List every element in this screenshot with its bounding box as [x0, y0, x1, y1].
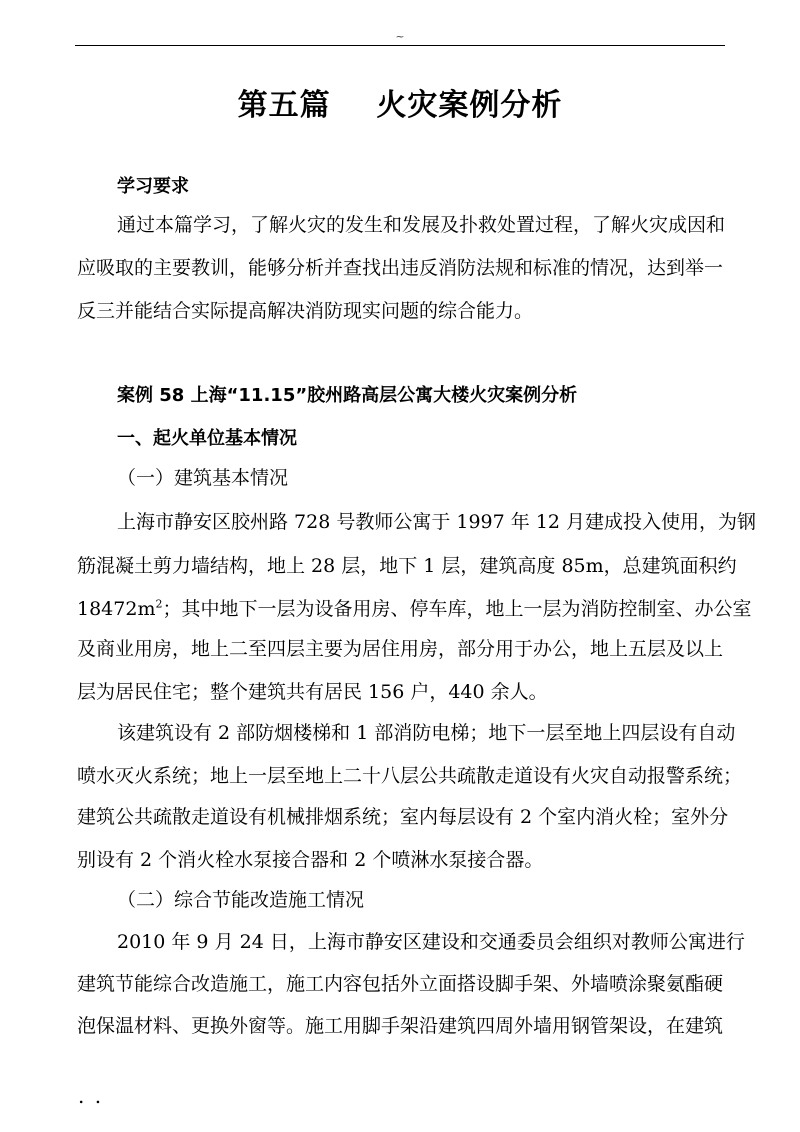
para3-line-2: 建筑节能综合改造施工，施工内容包括外立面搭设脚手架、外墙喷涂聚氨酯硬 — [77, 973, 724, 995]
para1-line-3 — [77, 594, 751, 621]
study-line-3: 反三并能结合实际提高解决消防现实问题的综合能力。 — [77, 300, 534, 322]
para3-line-1: 2010 年 9 月 24 日，上海市静安区建设和交通委员会组织对教师公寓进行 — [117, 931, 745, 953]
page-title: 第五篇 火灾案例分析 — [237, 88, 563, 123]
area-value: 18472m — [77, 598, 156, 620]
study-line-2: 应吸取的主要教训，能够分析并查找出违反消防法规和标准的情况，达到举一 — [77, 257, 724, 279]
para1-line-4: 及商业用房，地上二至四层主要为居住用房，部分用于办公，地上五层及以上 — [77, 638, 724, 660]
para1-line-3-text: ；其中地下一层为设备用房、停车库，地上一层为消防控制室、办公室 — [162, 598, 752, 620]
para1-line-2: 筋混凝土剪力墙结构，地上 28 层，地下 1 层，建筑高度 85m，总建筑面积约 — [77, 555, 737, 577]
header-rule — [75, 45, 725, 46]
subsection-heading-2: （二）综合节能改造施工情况 — [117, 889, 365, 911]
para1-line-5: 层为居民住宅；整个建筑共有居民 156 户，440 余人。 — [77, 681, 548, 703]
study-line-1: 通过本篇学习，了解火灾的发生和发展及扑救处置过程，了解火灾成因和 — [117, 214, 726, 236]
para2-line-4: 别设有 2 个消火栓水泵接合器和 2 个喷淋水泵接合器。 — [77, 849, 544, 871]
para1-line-1: 上海市静安区胶州路 728 号教师公寓于 1997 年 12 月建成投入使用，为钢 — [117, 511, 757, 533]
case-heading: 案例 58 上海“11.15”胶州路高层公寓大楼火灾案例分析 — [117, 385, 578, 406]
para3-line-3: 泡保温材料、更换外窗等。施工用脚手架沿建筑四周外墙用钢管架设，在建筑 — [77, 1015, 724, 1037]
para2-line-2: 喷水灭火系统；地上一层至地上二十八层公共疏散走道设有火灾自动报警系统； — [77, 765, 743, 787]
section-heading-1: 一、起火单位基本情况 — [117, 428, 297, 449]
header-mark: ~ — [395, 30, 405, 43]
study-heading: 学习要求 — [117, 176, 189, 197]
para2-line-3: 建筑公共疏散走道设有机械排烟系统；室内每层设有 2 个室内消火栓；室外分 — [77, 806, 729, 828]
footer-dots: . . — [78, 1084, 104, 1108]
area-superscript: 2 — [155, 597, 163, 611]
para2-line-1: 该建筑设有 2 部防烟楼梯和 1 部消防电梯；地下一层至地上四层设有自动 — [117, 722, 736, 744]
subsection-heading-1: （一）建筑基本情况 — [117, 467, 289, 489]
